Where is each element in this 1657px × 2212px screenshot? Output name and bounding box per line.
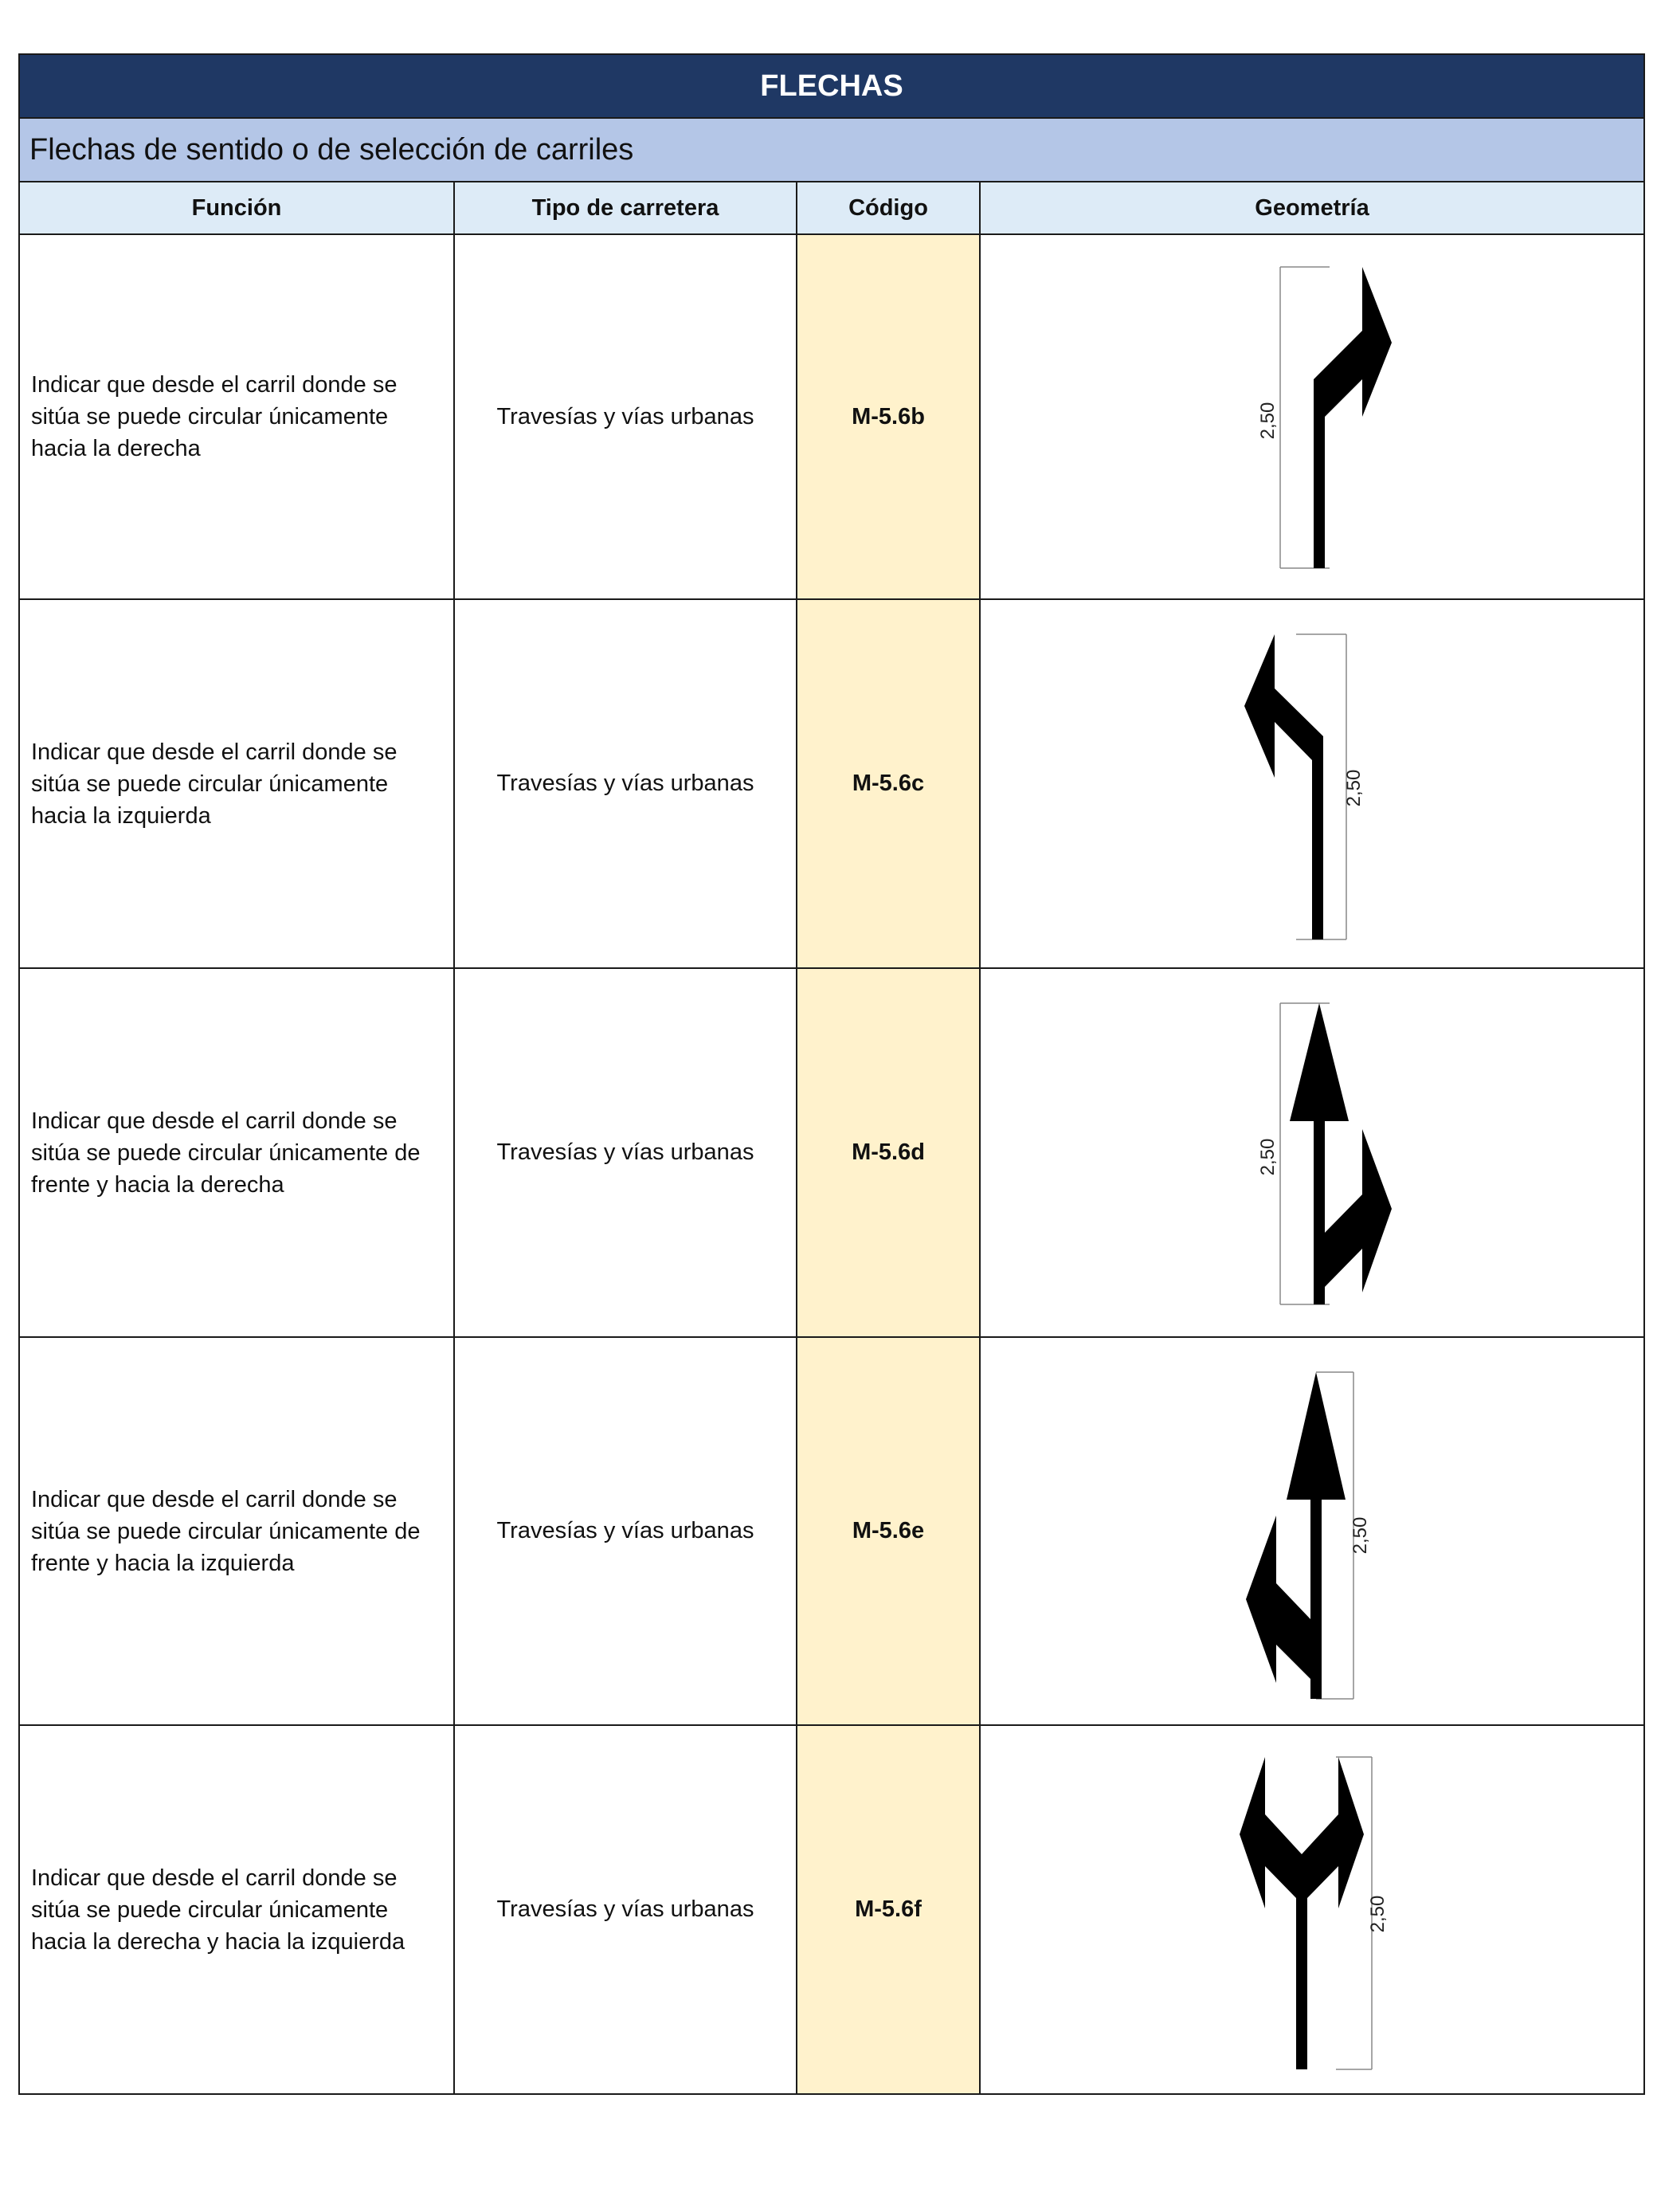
tipo-cell: Travesías y vías urbanas [454,1337,797,1725]
arrows-table [18,53,1645,2095]
geometria-cell [980,234,1644,599]
geometria-cell [980,1337,1644,1725]
geometria-cell [980,599,1644,968]
tipo-cell: Travesías y vías urbanas [454,234,797,599]
dimension-label: 2,50 [1343,769,1365,806]
table-subtitle: Flechas de sentido o de selección de carriles [19,118,1644,182]
arrow-straight-right-icon [1153,986,1471,1320]
geometria-cell [980,968,1644,1337]
codigo-cell: M-5.6b [797,234,980,599]
codigo-cell: M-5.6f [797,1725,980,2094]
table-row [19,1725,1644,2094]
codigo-cell: M-5.6e [797,1337,980,1725]
geometria-cell [980,1725,1644,2094]
dimension-label: 2,50 [1257,1138,1279,1175]
dimension-label: 2,50 [1257,402,1279,440]
funcion-cell: Indicar que desde el carril donde se sitúa se puede circular únicamente hacia la izquierda [19,599,454,968]
funcion-cell: Indicar que desde el carril donde se sitúa se puede circular únicamente hacia la derecha [19,234,454,599]
arrow-left-turn-icon [1153,617,1471,951]
tipo-cell: Travesías y vías urbanas [454,599,797,968]
column-header-funcion: Función [19,182,454,234]
arrow-straight-left-icon [1153,1356,1471,1707]
funcion-cell: Indicar que desde el carril donde se sitúa se puede circular únicamente de frente y hacia la derecha [19,968,454,1337]
arrow-right-turn-icon [1153,249,1471,584]
funcion-cell: Indicar que desde el carril donde se sitúa se puede circular únicamente hacia la derecha y hacia la izquierda [19,1725,454,2094]
column-header-codigo: Código [797,182,980,234]
dimension-label: 2,50 [1349,1516,1371,1554]
codigo-cell: M-5.6c [797,599,980,968]
table-row [19,599,1644,968]
funcion-cell: Indicar que desde el carril donde se sitúa se puede circular únicamente de frente y hacia la izquierda [19,1337,454,1725]
tipo-cell: Travesías y vías urbanas [454,1725,797,2094]
arrow-left-right-icon [1153,1743,1471,2077]
dimension-label: 2,50 [1367,1895,1389,1932]
column-header-tipo: Tipo de carretera [454,182,797,234]
table-row [19,234,1644,599]
table-row [19,1337,1644,1725]
column-header-geometria: Geometría [980,182,1644,234]
codigo-cell: M-5.6d [797,968,980,1337]
table-title: FLECHAS [19,54,1644,118]
tipo-cell: Travesías y vías urbanas [454,968,797,1337]
table-row [19,968,1644,1337]
